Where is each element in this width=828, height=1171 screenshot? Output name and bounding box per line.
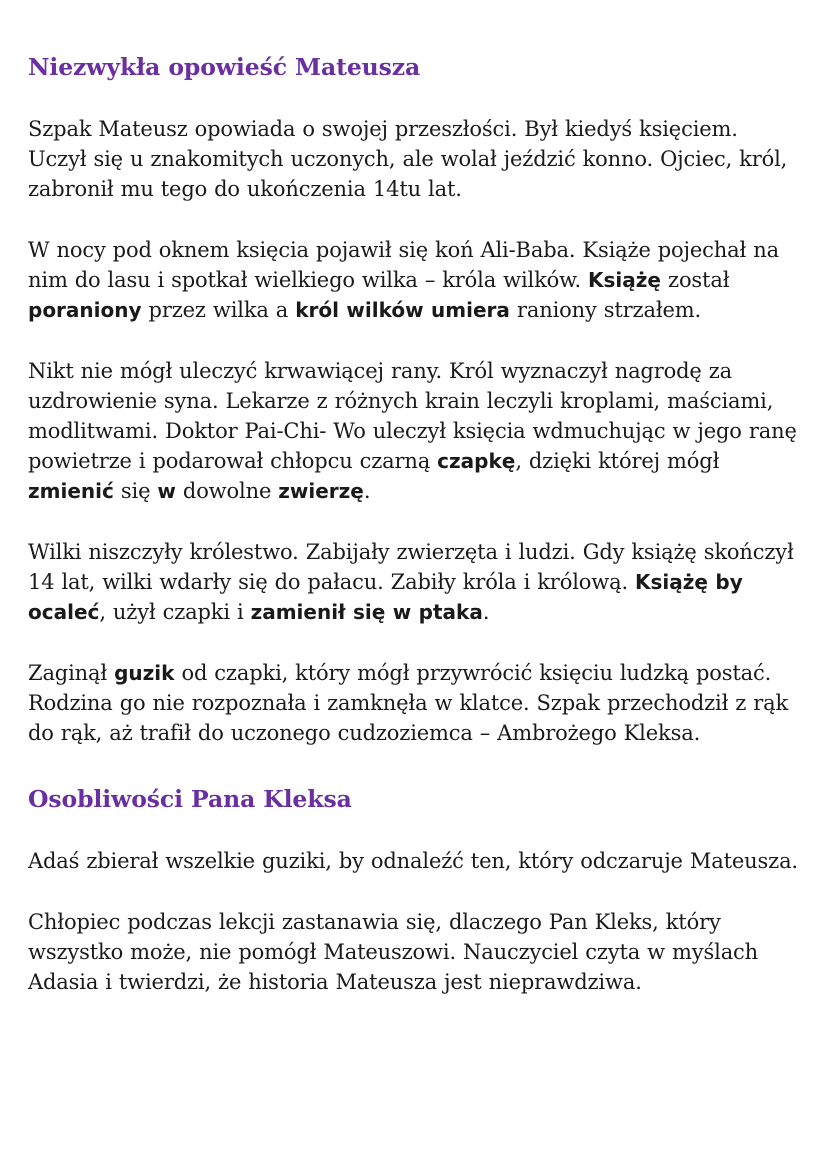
text-run: Szpak Mateusz opowiada o swojej przeszłości. Był kiedyś księciem. Uczył się u znakomitych uczonych, ale wolał jeździć konno. Ojciec, król, zabronił mu tego do ukończenia 14tu lat. [28,117,788,201]
text-run: raniony strzałem. [509,298,702,322]
paragraph [28,114,800,204]
text-run: od czapki, który mógł przywrócić księciu ludzką postać. Rodzina go nie rozpoznała i zamknęła w klatce. Szpak przechodził z rąk do rąk, aż trafił do uczonego cudzoziemca – Ambrożego Kleksa. [28,661,789,745]
text-run: się [113,479,158,503]
paragraph [28,537,800,627]
text-run: . [482,600,490,624]
text-run: Zaginął [28,661,115,685]
text-run: Wilki niszczyły królestwo. Zabijały zwierzęta i ludzi. Gdy książę skończył 14 lat, wilki wdarły się do pałacu. Zabiły króla i królową. [28,540,794,594]
paragraph [28,235,800,325]
text-run: W nocy pod oknem księcia pojawił się koń Ali-Baba. Książe pojechał na nim do lasu i spotkał wielkiego wilka – króla wilków. [28,238,779,292]
text-run: został [661,268,730,292]
text-run: Chłopiec podczas lekcji zastanawia się, dlaczego Pan Kleks, który wszystko może, nie pomógł Mateuszowi. Nauczyciel czyta w myślach Adasia i twierdzi, że historia Mateusza jest nieprawdziwa. [28,910,759,994]
bold-text: zmienić [28,479,114,503]
text-run: Adaś zbierał wszelkie guziki, by odnaleźć ten, który odczaruje Mateusza. [28,849,798,873]
bold-text: Książę [588,268,661,292]
bold-text: czapkę [437,449,516,473]
paragraph [28,907,800,997]
text-run: dowolne [175,479,279,503]
text-run: , dzięki której mógł [515,449,720,473]
paragraph [28,846,800,876]
bold-text: poraniony [28,298,142,322]
bold-text: zwierzę [278,479,364,503]
section-heading: Osobliwości Pana Kleksa [28,785,352,813]
text-run: . [363,479,371,503]
text-run: Nikt nie mógł uleczyć krwawiącej rany. Król wyznaczył nagrodę za uzdrowienie syna. Lekarze z różnych krain leczyli kroplami, maściami, modlitwami. Doktor Pai-Chi- Wo uleczył księcia wdmuchując w jego ranę powietrze i podarował chłopcu czarną [28,359,797,473]
paragraph [28,356,800,506]
paragraph [28,658,800,748]
bold-text: guzik [114,661,175,685]
text-run: przez wilka a [141,298,296,322]
section-heading: Niezwykła opowieść Mateusza [28,53,421,81]
bold-text: zamienił się w ptaka [250,600,483,624]
bold-text: w [157,479,176,503]
text-run: , użył czapki i [99,600,251,624]
bold-text: król wilków umiera [295,298,510,322]
bold-text: Książę by ocaleć [28,570,743,624]
